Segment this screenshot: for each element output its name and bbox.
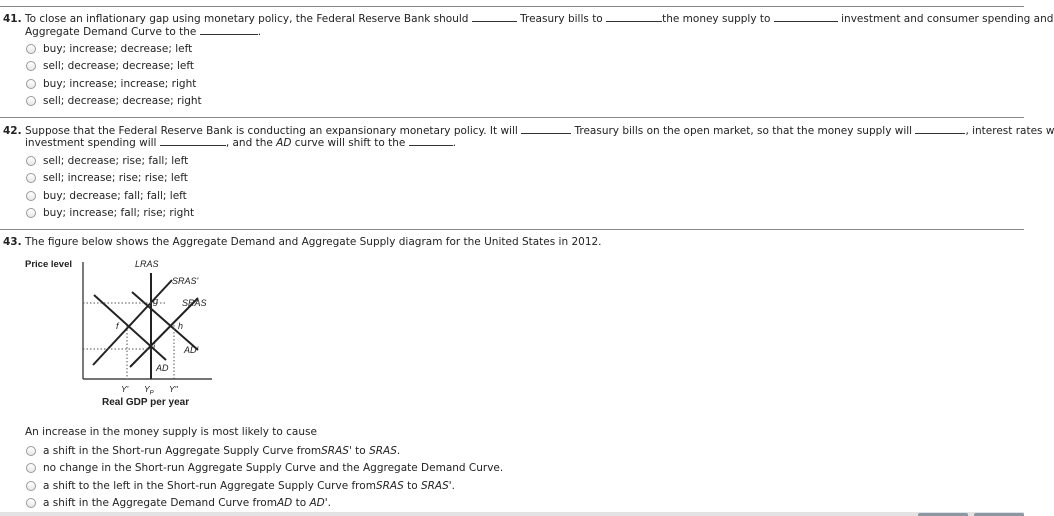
point-f-label: f: [116, 321, 119, 331]
ad-prime-label: AD': [184, 345, 199, 355]
question-43-prompt: An increase in the money supply is most likely to cause: [25, 426, 317, 438]
x-axis-label: Real GDP per year: [102, 397, 190, 408]
q41-option-3[interactable]: buy; increase; increase; right: [26, 78, 196, 90]
answer-blank: [472, 12, 517, 22]
y-axis-label: Price level: [25, 259, 73, 270]
radio-button[interactable]: [26, 44, 36, 54]
question-number: 42.: [3, 125, 22, 137]
separator-rule: [0, 117, 1024, 118]
q41-option-4[interactable]: sell; decrease; decrease; right: [26, 95, 202, 107]
question-43-text: 43. The figure below shows the Aggregate Demand and Aggregate Supply diagram for the United States in 2012.: [3, 236, 602, 248]
x-tick-label: Y": [169, 384, 178, 394]
q41-option-1[interactable]: buy; increase; decrease; left: [26, 43, 192, 55]
q41-option-2[interactable]: sell; decrease; decrease; left: [26, 60, 194, 72]
answer-blank: [915, 124, 965, 134]
radio-button[interactable]: [26, 173, 36, 183]
question-42-text-line2: investment spending will , and the AD curve will shift to the .: [25, 137, 457, 149]
answer-blank: [409, 136, 453, 146]
point-i-label: i: [153, 342, 155, 352]
question-41-text-line2: Aggregate Demand Curve to the .: [25, 26, 262, 38]
question-42-text: 42. Suppose that the Federal Reserve Bank is conducting an expansionary monetary policy. It will Treasury bills on the open market, so that the money supply will , interest rates w: [3, 125, 1054, 137]
answer-blank: [160, 136, 226, 146]
point-g-label: g: [153, 296, 159, 306]
q42-option-2[interactable]: sell; increase; rise; rise; left: [26, 172, 188, 184]
sras-label: SRAS: [182, 298, 207, 308]
point-h-label: h: [178, 321, 184, 331]
ad-as-figure: [20, 255, 230, 415]
q42-option-4[interactable]: buy; increase; fall; rise; right: [26, 207, 194, 219]
radio-button[interactable]: [26, 156, 36, 166]
answer-blank: [200, 25, 258, 35]
radio-button[interactable]: [26, 208, 36, 218]
radio-button[interactable]: [26, 191, 36, 201]
q43-option-4[interactable]: a shift in the Aggregate Demand Curve from AD to AD' .: [26, 497, 331, 509]
x-tick-label: $Y_P$: [144, 384, 154, 397]
radio-button[interactable]: [26, 481, 36, 491]
q43-option-3[interactable]: a shift to the left in the Short-run Aggregate Supply Curve from SRAS to SRAS' .: [26, 480, 455, 492]
question-41-text: 41. To close an inflationary gap using monetary policy, the Federal Reserve Bank should Treasury bills to the money supply to investment and consumer spending and: [3, 13, 1054, 25]
separator-rule: [0, 6, 1024, 7]
sras-curve: [130, 298, 198, 367]
radio-button[interactable]: [26, 498, 36, 508]
answer-blank: [774, 12, 838, 22]
separator-rule: [0, 229, 1024, 230]
question-number: 43.: [3, 236, 22, 248]
footer-bar: [0, 512, 1024, 516]
radio-button[interactable]: [26, 463, 36, 473]
ad-label: AD: [156, 363, 169, 373]
radio-button[interactable]: [26, 96, 36, 106]
q42-option-3[interactable]: buy; decrease; fall; fall; left: [26, 190, 187, 202]
question-number: 41.: [3, 13, 22, 25]
answer-blank: [606, 12, 662, 22]
q43-option-1[interactable]: a shift in the Short-run Aggregate Supply Curve from SRAS' to SRAS .: [26, 445, 400, 457]
radio-button[interactable]: [26, 79, 36, 89]
lras-label: LRAS: [135, 259, 159, 269]
q42-option-1[interactable]: sell; decrease; rise; fall; left: [26, 155, 188, 167]
q43-option-2[interactable]: no change in the Short-run Aggregate Supply Curve and the Aggregate Demand Curve.: [26, 462, 503, 474]
x-tick-label: Y': [121, 384, 129, 394]
radio-button[interactable]: [26, 61, 36, 71]
radio-button[interactable]: [26, 446, 36, 456]
answer-blank: [521, 124, 571, 134]
sras-prime-label: SRAS': [172, 276, 199, 286]
